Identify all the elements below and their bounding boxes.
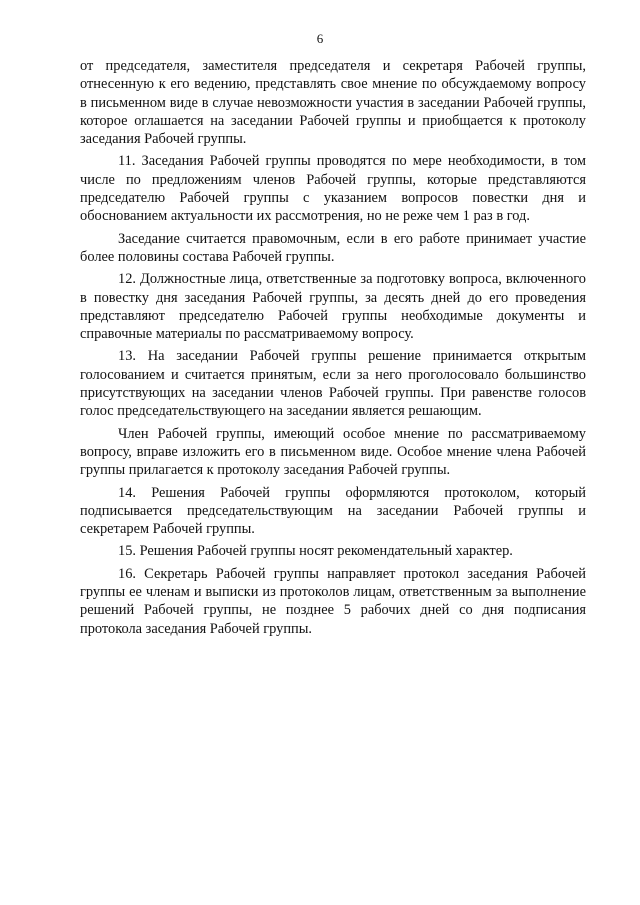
document-body xyxy=(80,57,586,642)
paragraph-item-15: 15. Решения Рабочей группы носят рекомендательный характер. xyxy=(118,543,513,560)
paragraph-item-11: 11. Заседания Рабочей группы проводятся по мере необходимости, в том числе по предложениям членов Рабочей группы, которые представляются председателю Рабочей группы с указанием вопросов повестки дня и обоснованием актуальности их рассмотрения, но не реже чем 1 раз в год. xyxy=(80,153,586,225)
page-number: 6 xyxy=(316,31,324,46)
paragraph-quorum: Заседание считается правомочным, если в его работе принимает участие более половины состава Рабочей группы. xyxy=(80,230,586,265)
paragraph-item-13: 13. На заседании Рабочей группы решение принимается открытым голосованием и считается принятым, если за него проголосовало большинство присутствующих на заседании членов Рабочей группы. При равенстве голосов голос председательствующего на заседании является решающим. xyxy=(80,348,586,420)
paragraph-item-16: 16. Секретарь Рабочей группы направляет протокол заседания Рабочей группы ее членам и выписки из протоколов лицам, ответственным за выполнение решений Рабочей группы, не позднее 5 рабочих дней со дня подписания протокола заседания Рабочей группы. xyxy=(80,565,586,637)
paragraph-continuation: от председателя, заместителя председателя и секретаря Рабочей группы, отнесенную к его ведению, представлять свое мнение по обсуждаемому вопросу в письменном виде в случае невозможности участия в заседании Рабочей группы, которое оглашается на заседании Рабочей группы и приобщается к протоколу заседания Рабочей группы. xyxy=(80,58,586,148)
paragraph-item-14: 14. Решения Рабочей группы оформляются протоколом, который подписывается председательствующим на заседании Рабочей группы и секретарем Рабочей группы. xyxy=(80,484,586,538)
paragraph-dissent: Член Рабочей группы, имеющий особое мнение по рассматриваемому вопросу, вправе изложить его в письменном виде. Особое мнение члена Рабочей группы прилагается к протоколу заседания Рабочей группы. xyxy=(80,425,586,479)
paragraph-item-12: 12. Должностные лица, ответственные за подготовку вопроса, включенного в повестку дня заседания Рабочей группы, за десять дней до его проведения представляют председателю Рабочей группы необходимые документы и справочные материалы по рассматриваемому вопросу. xyxy=(80,271,586,343)
